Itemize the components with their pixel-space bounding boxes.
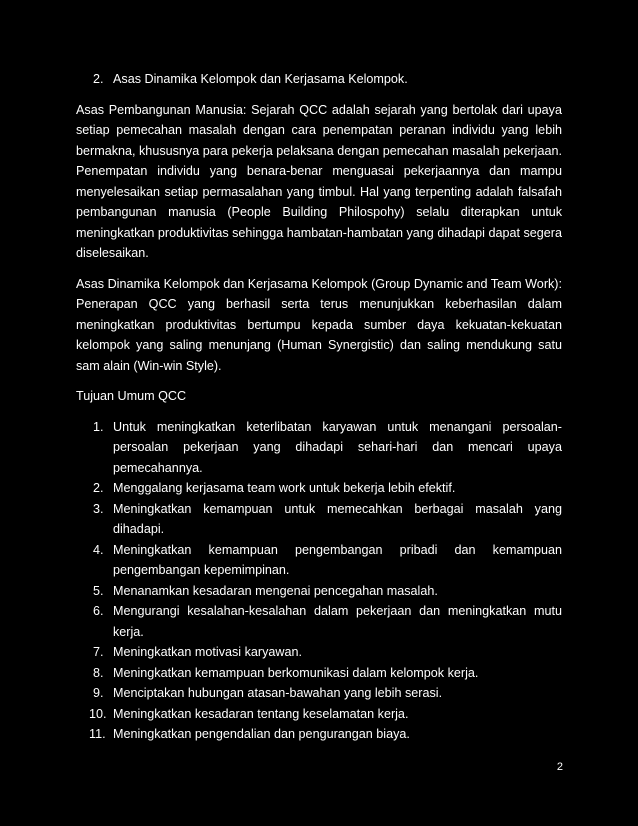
goal-item <box>76 683 562 704</box>
goal-item <box>76 540 562 581</box>
goal-item-number: 7. <box>93 645 104 659</box>
goals-list <box>76 417 562 745</box>
goal-item <box>76 704 562 725</box>
goal-item <box>76 581 562 602</box>
goal-item <box>76 499 562 540</box>
goal-item-number: 10. <box>89 706 107 721</box>
goal-item-text: Meningkatkan motivasi karyawan. <box>113 645 302 659</box>
page-number: 2 <box>556 761 563 773</box>
goal-item <box>76 417 562 479</box>
goal-item-text: Meningkatkan pengendalian dan pengurangan biaya. <box>113 727 410 741</box>
section-heading: Tujuan Umum QCC <box>76 389 187 403</box>
goal-item-number: 8. <box>93 665 104 680</box>
list-item-number: 2. <box>93 72 104 86</box>
top-numbered-list <box>76 69 562 90</box>
goal-item-number: 3. <box>93 501 104 516</box>
goal-item-number: 5. <box>93 583 104 598</box>
goal-item-number: 1. <box>93 419 104 434</box>
list-item-text: Asas Dinamika Kelompok dan Kerjasama Kelompok. <box>113 72 408 86</box>
page-content <box>76 69 562 745</box>
goal-item-text: Menciptakan hubungan atasan-bawahan yang lebih serasi. <box>113 686 443 700</box>
goal-item-number: 4. <box>93 542 104 557</box>
goal-item-text: Mengurangi kesalahan-kesalahan dalam pekerjaan dan meningkatkan mutu kerja. <box>113 604 562 639</box>
goal-item-text: Meningkatkan kemampuan untuk memecahkan berbagai masalah yang dihadapi. <box>113 501 562 536</box>
goal-item-number: 9. <box>93 686 104 700</box>
goal-item <box>76 478 562 499</box>
goal-item-text: Meningkatkan kemampuan pengembangan pribadi dan kemampuan pengembangan kepemimpinan. <box>113 542 562 577</box>
paragraph-group-dynamics: Asas Dinamika Kelompok dan Kerjasama Kelompok (Group Dynamic and Team Work): Penerapan QCC yang berhasil serta terus menunjukkan keberhasilan dalam meningkatkan produktivitas bertumpu kepada sumber daya kekuatan-kekuatan kelompok yang saling menunjang (Human Synergistic) dan saling mendukung satu sam alain (Win-win Style). <box>76 276 562 373</box>
goal-item <box>76 663 562 684</box>
goal-item-text: Untuk meningkatkan keterlibatan karyawan untuk menangani persoalan-persoalan pekerjaan yang dihadapi sehari-hari dan mencari upaya pemecahannya. <box>113 419 562 475</box>
goal-item <box>76 724 562 745</box>
goal-item-text: Meningkatkan kemampuan berkomunikasi dalam kelompok kerja. <box>113 665 479 680</box>
goal-item-text: Menanamkan kesadaran mengenai pencegahan masalah. <box>113 583 438 598</box>
goal-item-number: 6. <box>93 604 104 618</box>
goal-item-number: 2. <box>93 481 104 495</box>
goal-item <box>76 601 562 642</box>
goal-item <box>76 642 562 663</box>
goal-item-text: Meningkatkan kesadaran tentang keselamatan kerja. <box>113 706 409 721</box>
paragraph-human-development: Asas Pembangunan Manusia: Sejarah QCC adalah sejarah yang bertolak dari upaya setiap pemecahan masalah dengan cara penempatan peranan individu yang lebih bermakna, khususnya para pekerja pelaksana dengan pemecahan masalah pekerjaan. Penempatan individu yang benara-benar menguasai pekerjaannya dan mampu menyelesaikan setiap permasalahan yang timbul. Hal yang terpenting adalah falsafah pembangunan manusia (People Building Philospohy) selalu diterapkan untuk meningkatkan produktivitas sehingga hambatan-hambatan yang dihadapi dapat segera diselesaikan. <box>76 102 562 260</box>
goal-item-number: 11. <box>89 727 106 741</box>
list-item <box>76 69 562 90</box>
goal-item-text: Menggalang kerjasama team work untuk bekerja lebih efektif. <box>113 481 456 495</box>
